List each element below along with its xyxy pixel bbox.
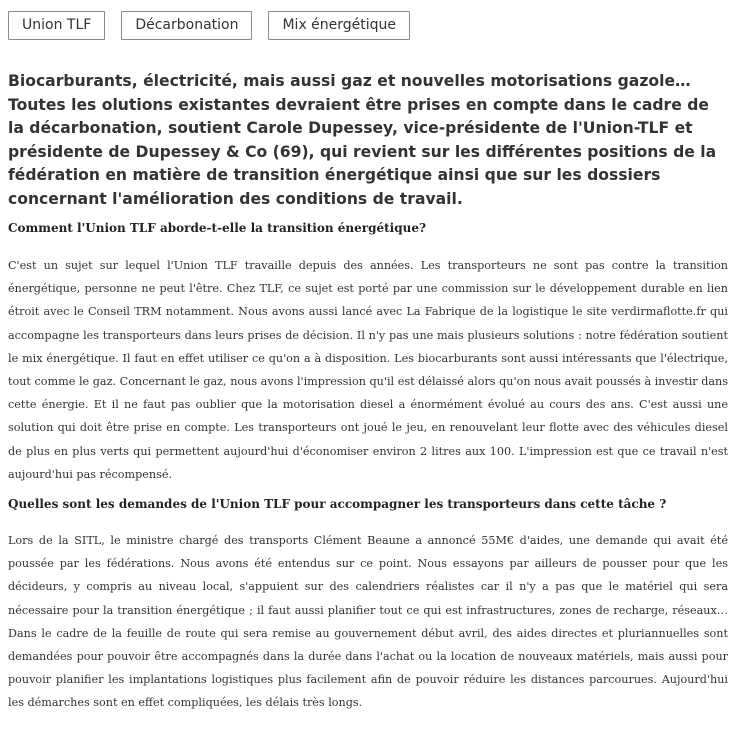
- answer-1: C'est un sujet sur lequel l'Union TLF travaille depuis des années. Les transporteurs ne sont pas contre la transition énergétique, personne ne peut l'être. Chez TLF, ce sujet est porté par une commission sur le développement durable en lien étroit avec le Conseil TRM notamment. Nous avons aussi lancé avec La Fabrique de la logistique le site verdirmaflotte.fr qui accompagne les transporteurs dans leurs prises de décision. Il n'y pas une mais plusieurs solutions : notre fédération soutient le mix énergétique. Il faut en effet utiliser ce qu'on a à disposition. Les biocarburants sont aussi intéressants que l'électrique, tout comme le gaz. Concernant le gaz, nous avons l'impression qu'il est délaissé alors qu'on nous avait poussés à investir dans cette énergie. Et il ne faut pas oublier que la motorisation diesel a énormément évolué au cours des ans. C'est aussi une solution qui doit être prise en compte. Les transporteurs ont joué le jeu, en renouvelant leur flotte avec des véhicules diesel de plus en plus verts qui permettent aujourd'hui d'économiser environ 2 litres aux 100. L'impression est que ce travail n'est aujourd'hui pas récompensé.: [8, 259, 728, 481]
- question-2: Quelles sont les demandes de l'Union TLF pour accompagner les transporteurs dans cette tâche ?: [8, 497, 667, 511]
- tag-list: [8, 11, 410, 40]
- tag-mix-energetique[interactable]: Mix énergétique: [268, 11, 410, 40]
- question-1: Comment l'Union TLF aborde-t-elle la transition énergétique?: [8, 221, 426, 235]
- article-lead: Biocarburants, électricité, mais aussi gaz et nouvelles motorisations gazole… Toutes les olutions existantes devraient être prises en compte dans le cadre de la décarbonation, soutient Carole Dupessey, vice-présidente de l'Union-TLF et présidente de Dupessey & Co (69), qui revient sur les différentes positions de la fédération en matière de transition énergétique ainsi que sur les dossiers concernant l'amélioration des conditions de travail.: [8, 72, 717, 208]
- tag-decarbonation[interactable]: Décarbonation: [121, 11, 252, 40]
- tag-union-tlf[interactable]: Union TLF: [8, 11, 105, 40]
- answer-2: Lors de la SITL, le ministre chargé des transports Clément Beaune a annoncé 55M€ d'aides, une demande qui avait été poussée par les fédérations. Nous avons été entendus sur ce point. Nous essayons par ailleurs de pousser pour que les décideurs, y compris au niveau local, s'appuient sur des calendriers réalistes car il n'y a pas que le matériel qui sera nécessaire pour la transition énergétique ; il faut aussi planifier tout ce qui est infrastructures, zones de recharge, réseaux… Dans le cadre de la feuille de route qui sera remise au gouvernement début avril, des aides directes et pluriannuelles sont demandées pour pouvoir être accompagnés dans la durée dans l'achat ou la location de nouveaux matériels, mais aussi pour pouvoir planifier les implantations logistiques plus facilement afin de pouvoir réduire les distances parcourues. Aujourd'hui les démarches sont en effet compliquées, les délais très longs.: [8, 534, 728, 710]
